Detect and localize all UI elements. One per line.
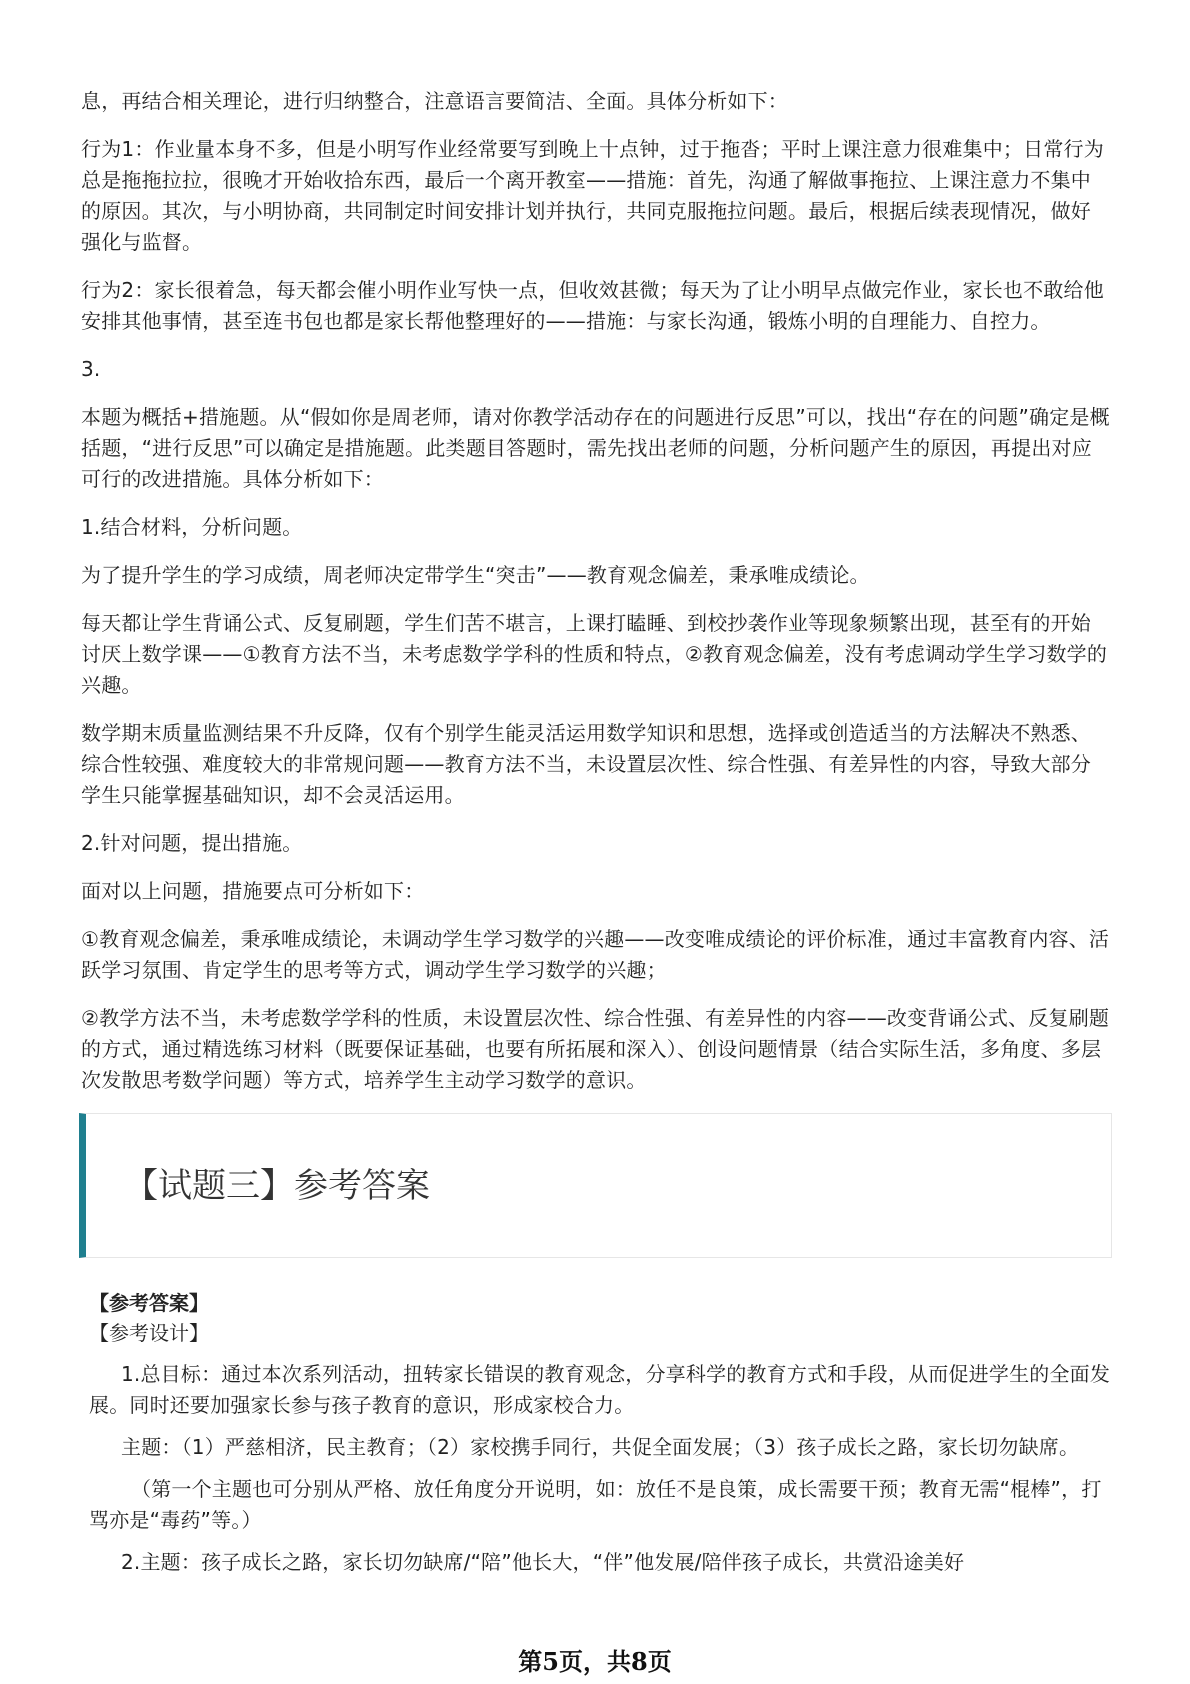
page-footer: 第5页，共8页 — [518, 1647, 672, 1676]
paragraph-problem-2: 每天都让学生背诵公式、反复刷题，学生们苦不堪言，上课打瞌睡、到校抄袭作业等现象频繁出现，甚至有的开始讨厌上数学课——①教育方法不当，未考虑数学学科的性质和特点，②教育观念偏差，没有考虑调动学生学习数学的兴趣。 — [81, 611, 1108, 697]
paragraph-behavior-1: 行为1：作业量本身不多，但是小明写作业经常要写到晚上十点钟，过于拖沓；平时上课注意力很难集中；日常行为总是拖拖拉拉，很晚才开始收拾东西，最后一个离开教室——措施：首先，沟通了解做事拖拉、上课注意力不集中的原因。其次，与小明协商，共同制定时间安排计划并执行，共同克服拖拉问题。最后，根据后续表现情况，做好强化与监督。 — [81, 137, 1104, 254]
paragraph-behavior-2: 行为2：家长很着急，每天都会催小明作业写快一点，但收效甚微；每天为了让小明早点做完作业，家长也不敢给他安排其他事情，甚至连书包也都是家长帮他整理好的——措施：与家长沟通，锻炼小明的自理能力、自控力。 — [81, 278, 1104, 333]
paragraph-measures-intro: 面对以上问题，措施要点可分析如下： — [81, 879, 425, 903]
paragraph-problem-3: 数学期末质量监测结果不升反降，仅有个别学生能灵活运用数学知识和思想，选择或创造适当的方法解决不熟悉、综合性较强、难度较大的非常规问题——教育方法不当，未设置层次性、综合性强、有差异性的内容，导致大部分学生只能掌握基础知识，却不会灵活运用。 — [81, 721, 1091, 807]
answer-themes: 主题：（1）严慈相济，民主教育；（2）家校携手同行，共促全面发展；（3）孩子成长之路，家长切勿缺席。 — [121, 1435, 1080, 1459]
answer-theme-2: 2.主题：孩子成长之路，家长切勿缺席/“陪”他长大，“伴”他发展/陪伴孩子成长，共赏沿途美好 — [121, 1550, 965, 1574]
question-number: 3. — [81, 357, 101, 381]
paragraph-intro: 息，再结合相关理论，进行归纳整合，注意语言要简洁、全面。具体分析如下： — [81, 89, 788, 113]
paragraph-measure-1: ①教育观念偏差，秉承唯成绩论，未调动学生学习数学的兴趣——改变唯成绩论的评价标准，通过丰富教育内容、活跃学习氛围、肯定学生的思考等方式，调动学生学习数学的兴趣； — [81, 927, 1110, 982]
paragraph-measure-2: ②教学方法不当，未考虑数学学科的性质，未设置层次性、综合性强、有差异性的内容——改变背诵公式、反复刷题的方式，通过精选练习材料（既要保证基础，也要有所拓展和深入）、创设问题情景（结合实际生活，多角度、多层次发散思考数学问题）等方式，培养学生主动学习数学的意识。 — [81, 1006, 1110, 1092]
reference-answer — [89, 1288, 1111, 1578]
paragraph-problem-1: 为了提升学生的学习成绩，周老师决定带学生“突击”——教育观念偏差，秉承唯成绩论。 — [81, 563, 870, 587]
answer-goal: 1.总目标：通过本次系列活动，扭转家长错误的教育观念，分享科学的教育方式和手段，从而促进学生的全面发展。同时还要加强家长参与孩子教育的意识，形成家校合力。 — [89, 1362, 1111, 1417]
analysis-content — [81, 86, 1111, 1113]
step-measures-heading: 2.针对问题，提出措施。 — [81, 831, 303, 855]
section-header-box — [79, 1113, 1112, 1258]
section-title: 【试题三】参考答案 — [124, 1166, 430, 1206]
design-tag: 【参考设计】 — [89, 1321, 209, 1345]
answer-tag: 【参考答案】 — [89, 1291, 209, 1315]
step-analyze-heading: 1.结合材料，分析问题。 — [81, 515, 303, 539]
paragraph-question-type: 本题为概括+措施题。从“假如你是周老师，请对你教学活动存在的问题进行反思”可以，找出“存在的问题”确定是概括题，“进行反思”可以确定是措施题。此类题目答题时，需先找出老师的问题，分析问题产生的原因，再提出对应可行的改进措施。具体分析如下： — [81, 405, 1110, 491]
answer-theme-note: （第一个主题也可分别从严格、放任角度分开说明，如：放任不是良策，成长需要干预；教育无需“棍棒”，打骂亦是“毒药”等。） — [89, 1477, 1102, 1532]
